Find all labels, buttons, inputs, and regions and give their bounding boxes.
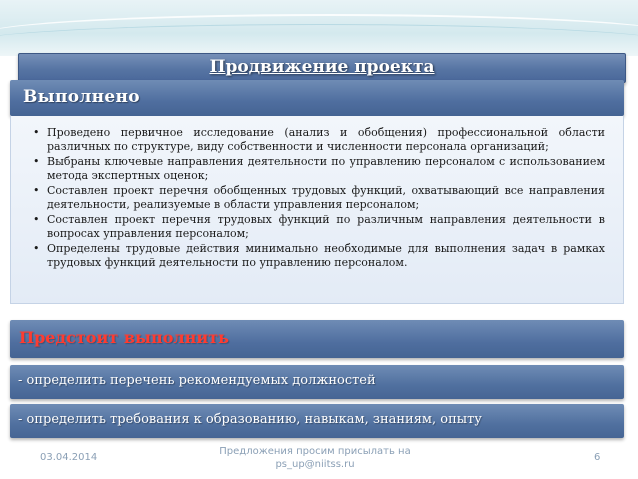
- list-item-text: Составлен проект перечня обобщенных трудовых функций, охватывающий все направления деятельности, реализуемые в области управления персоналом;: [47, 184, 605, 211]
- title-bar: [18, 53, 626, 83]
- todo-item-text: - определить перечень рекомендуемых должностей: [18, 373, 376, 388]
- footer-email: ps_up@niitss.ru: [275, 459, 355, 470]
- page-number: 6: [594, 452, 601, 463]
- done-heading-bar: [10, 80, 624, 116]
- footer-date: 03.04.2014: [40, 452, 98, 463]
- bullet-icon: •: [33, 126, 40, 139]
- list-item-text: Составлен проект перечня трудовых функций по различным направления деятельности в вопросах управления персоналом;: [47, 213, 605, 240]
- header-decoration: [0, 0, 638, 56]
- bullet-icon: •: [33, 213, 40, 226]
- bullet-icon: •: [33, 184, 40, 197]
- list-item: [33, 155, 605, 183]
- done-content-box: [10, 116, 624, 304]
- list-item: [33, 184, 605, 212]
- todo-item-bar: [10, 365, 624, 399]
- footer-note-line: Предложения просим присылать на: [219, 446, 411, 457]
- list-item-text: Определены трудовые действия минимально необходимые для выполнения задач в рамках трудовых функций деятельности по управлению персоналом.: [47, 242, 605, 269]
- todo-item-text: - определить требования к образованию, навыкам, знаниям, опыту: [18, 412, 482, 427]
- done-list: [33, 126, 605, 271]
- bullet-icon: •: [33, 155, 40, 168]
- todo-item-bar: [10, 404, 624, 438]
- list-item: [33, 126, 605, 154]
- done-heading: Выполнено: [23, 87, 140, 107]
- bullet-icon: •: [33, 242, 40, 255]
- list-item-text: Выбраны ключевые направления деятельности по управлению персоналом с использованием метода экспертных оценок;: [47, 155, 605, 182]
- list-item-text: Проведено первичное исследование (анализ и обобщения) профессиональной области различных по структуре, виду собственности и численности персонала организаций;: [47, 126, 605, 153]
- list-item: [33, 213, 605, 241]
- todo-heading-bar: [10, 320, 624, 358]
- slide-title: Продвижение проекта: [209, 57, 435, 77]
- todo-heading: Предстоит выполнить: [19, 328, 229, 347]
- footer-note: [215, 445, 415, 471]
- list-item: [33, 242, 605, 270]
